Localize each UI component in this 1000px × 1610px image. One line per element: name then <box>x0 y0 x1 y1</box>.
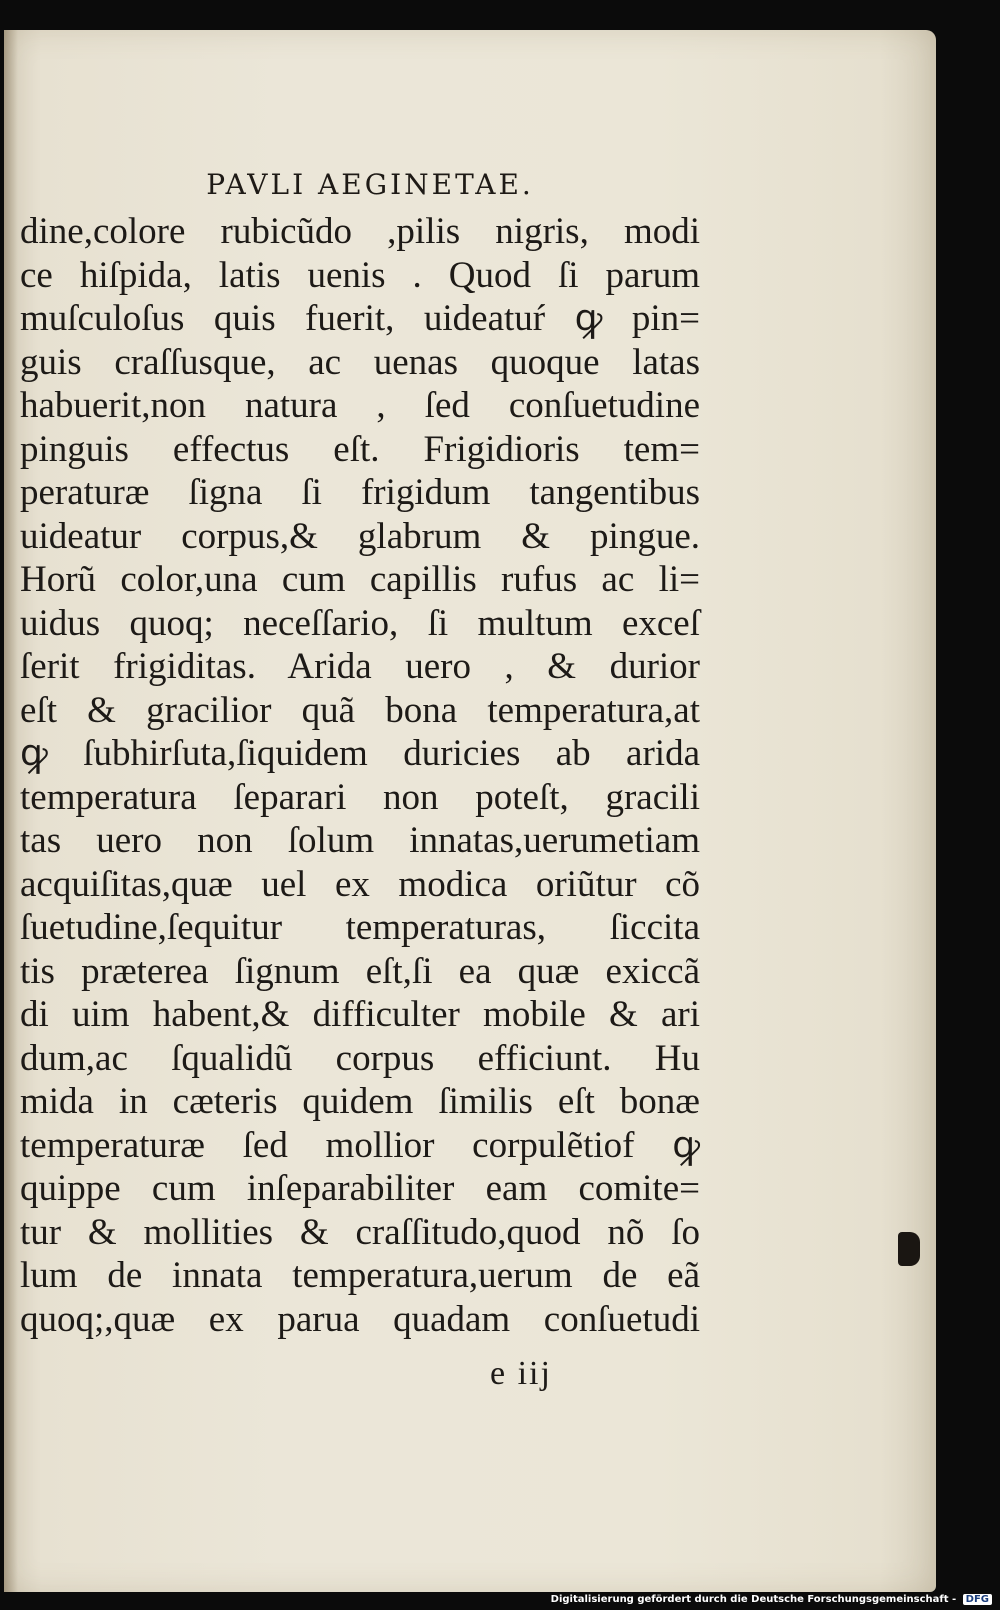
text-line: Horũ color,una cum capillis rufus ac li= <box>20 559 700 600</box>
text-line: dum,ac ſqualidũ corpus efficiunt. Hu <box>20 1037 700 1079</box>
body-text <box>20 210 700 1341</box>
text-line: quoq;,quæ ex parua quadam conſuetudi <box>20 1298 700 1340</box>
text-line: ſerit frigiditas. Arida uero , & durior <box>20 646 700 687</box>
text-line: pinguis effectus eſt. Frigidioris tem= <box>20 428 700 470</box>
text-line: tur & mollities & craſſitudo,quod nõ ſo <box>20 1211 700 1253</box>
text-line: uideatur corpus,& glabrum & pingue. <box>20 515 700 557</box>
text-line: temperaturæ ſed mollior corpulẽtiof ꝙ <box>20 1124 700 1166</box>
text-line: muſculoſus quis fuerit, uideatuŕ ꝙ pin= <box>20 298 700 339</box>
text-line: ce hiſpida, latis uenis . Quod ſi parum <box>20 254 700 296</box>
running-header: PAVLI AEGINETAE. <box>206 168 534 201</box>
text-line: habuerit,non natura , ſed conſuetudine <box>20 385 700 426</box>
digitization-credit <box>551 1594 992 1605</box>
text-line: lum de innata temperatura,uerum de eã <box>20 1255 700 1296</box>
text-line: ꝙ ſubhirſuta,ſiquidem duricies ab arida <box>20 733 700 774</box>
text-line: quippe cum inſeparabiliter eam comite= <box>20 1168 700 1209</box>
dfg-logo: DFG <box>963 1594 992 1605</box>
text-line: temperatura ſeparari non poteſt, gracili <box>20 776 700 818</box>
text-line: tis præterea ſignum eſt,ſi ea quæ exiccã <box>20 950 700 992</box>
spine-shadow <box>4 30 18 1592</box>
page-edge-tab <box>898 1232 920 1266</box>
signature-mark: e iij <box>490 1355 552 1392</box>
text-line: guis craſſusque, ac uenas quoque latas <box>20 341 700 383</box>
text-line: peraturæ ſigna ſi frigidum tangentibus <box>20 472 700 513</box>
text-line: uidus quoq; neceſſario, ſi multum exceſ <box>20 602 700 644</box>
credit-text: Digitalisierung gefördert durch die Deutsche Forschungsgemeinschaft - <box>550 1594 957 1605</box>
text-line: tas uero non ſolum innatas,uerumetiam <box>20 820 700 861</box>
text-line: dine,colore rubicũdo ,pilis nigris, modi <box>20 211 700 252</box>
text-line: eſt & gracilior quã bona temperatura,at <box>20 689 700 731</box>
text-line: di uim habent,& difficulter mobile & ari <box>20 994 700 1035</box>
text-line: acquiſitas,quæ uel ex modica oriũtur cõ <box>20 863 700 905</box>
text-line: mida in cæteris quidem ſimilis eſt bonæ <box>20 1081 700 1122</box>
text-line: ſuetudine,ſequitur temperaturas, ſiccita <box>20 907 700 948</box>
